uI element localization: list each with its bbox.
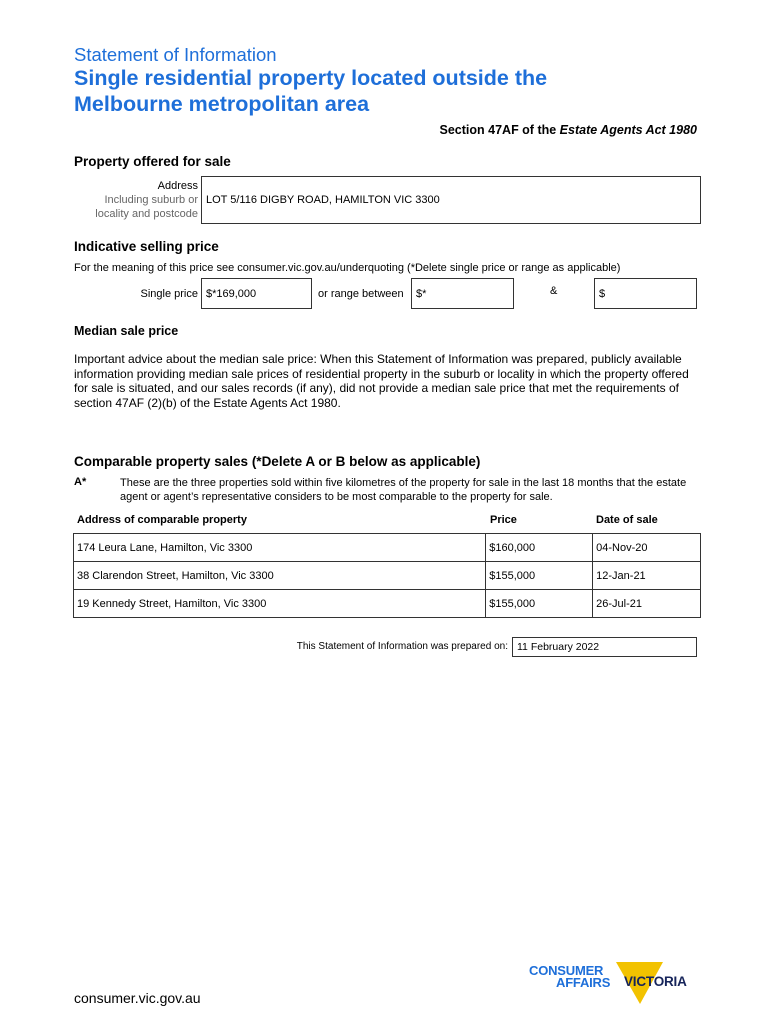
range-to-field[interactable]: $ [594, 278, 697, 309]
column-header-date: Date of sale [596, 514, 658, 526]
document-kicker: Statement of Information [74, 44, 277, 65]
address-label-group [74, 179, 198, 221]
address-label: Address [157, 180, 198, 192]
option-marker: A* [74, 476, 87, 488]
comparable-address-cell[interactable]: 19 Kennedy Street, Hamilton, Vic 3300 [74, 590, 486, 618]
comparable-date-cell[interactable]: 26-Jul-21 [593, 590, 701, 618]
comparable-price-cell[interactable]: $155,000 [486, 590, 593, 618]
column-header-address: Address of comparable property [77, 514, 247, 526]
logo-word-affairs: AFFAIRS [556, 975, 611, 990]
range-from-field[interactable]: $* [411, 278, 514, 309]
logo-word-consumer: CONSUMER [529, 963, 604, 978]
act-name: Estate Agents Act 1980 [559, 123, 697, 137]
comparable-address-cell[interactable]: 38 Clarendon Street, Hamilton, Vic 3300 [74, 562, 486, 590]
comparable-sales-table [73, 533, 701, 618]
range-ampersand: & [550, 285, 558, 297]
section-reference [440, 123, 697, 137]
range-label: or range between [318, 288, 404, 300]
comparable-description: These are the three properties sold within five kilometres of the property for sale in the last 18 months that the estate agent or agent’s representative considers to be most comparable to the property for sale. [120, 477, 687, 503]
comparable-address-cell[interactable]: 174 Leura Lane, Hamilton, Vic 3300 [74, 534, 486, 562]
address-field[interactable]: LOT 5/116 DIGBY ROAD, HAMILTON VIC 3300 [201, 176, 701, 224]
consumer-affairs-victoria-logo [528, 960, 708, 1008]
median-advice: Important advice about the median sale price: When this Statement of Information was prepared, publicly available information providing median sale prices of residential property in the suburb or locality in which the property offered for sale is situated, and our sales records (if any), did not provide a median sale price that met the requirements of section 47AF (2)(b) of the Estate Agents Act 1980. [74, 352, 689, 410]
logo-word-victoria: VICTORIA [624, 974, 687, 989]
comparable-price-cell[interactable]: $155,000 [486, 562, 593, 590]
address-hint-1: Including suburb or [104, 194, 198, 206]
column-header-price: Price [490, 514, 517, 526]
comparable-date-cell[interactable]: 04-Nov-20 [593, 534, 701, 562]
document-title [74, 65, 674, 117]
section-prefix: Section 47AF of the [439, 123, 560, 137]
table-row [74, 562, 701, 590]
address-hint-2: locality and postcode [95, 208, 198, 220]
comparable-heading: Comparable property sales (*Delete A or B below as applicable) [74, 454, 481, 469]
table-row [74, 590, 701, 618]
footer-website[interactable]: consumer.vic.gov.au [74, 990, 201, 1006]
indicative-heading: Indicative selling price [74, 239, 219, 254]
table-row [74, 534, 701, 562]
document-title-line-1: Single residential property located outside the [74, 66, 548, 90]
prepared-on-label: This Statement of Information was prepared on: [296, 641, 508, 652]
document-title-line-2: Melbourne metropolitan area [74, 92, 370, 116]
comparable-price-cell[interactable]: $160,000 [486, 534, 593, 562]
indicative-note: For the meaning of this price see consumer.vic.gov.au/underquoting (*Delete single price or range as applicable) [74, 262, 621, 274]
median-heading: Median sale price [74, 324, 179, 338]
prepared-on-field[interactable]: 11 February 2022 [512, 637, 697, 657]
comparable-date-cell[interactable]: 12-Jan-21 [593, 562, 701, 590]
single-price-field[interactable]: $*169,000 [201, 278, 312, 309]
single-price-label: Single price [140, 288, 198, 300]
property-heading: Property offered for sale [74, 154, 231, 169]
